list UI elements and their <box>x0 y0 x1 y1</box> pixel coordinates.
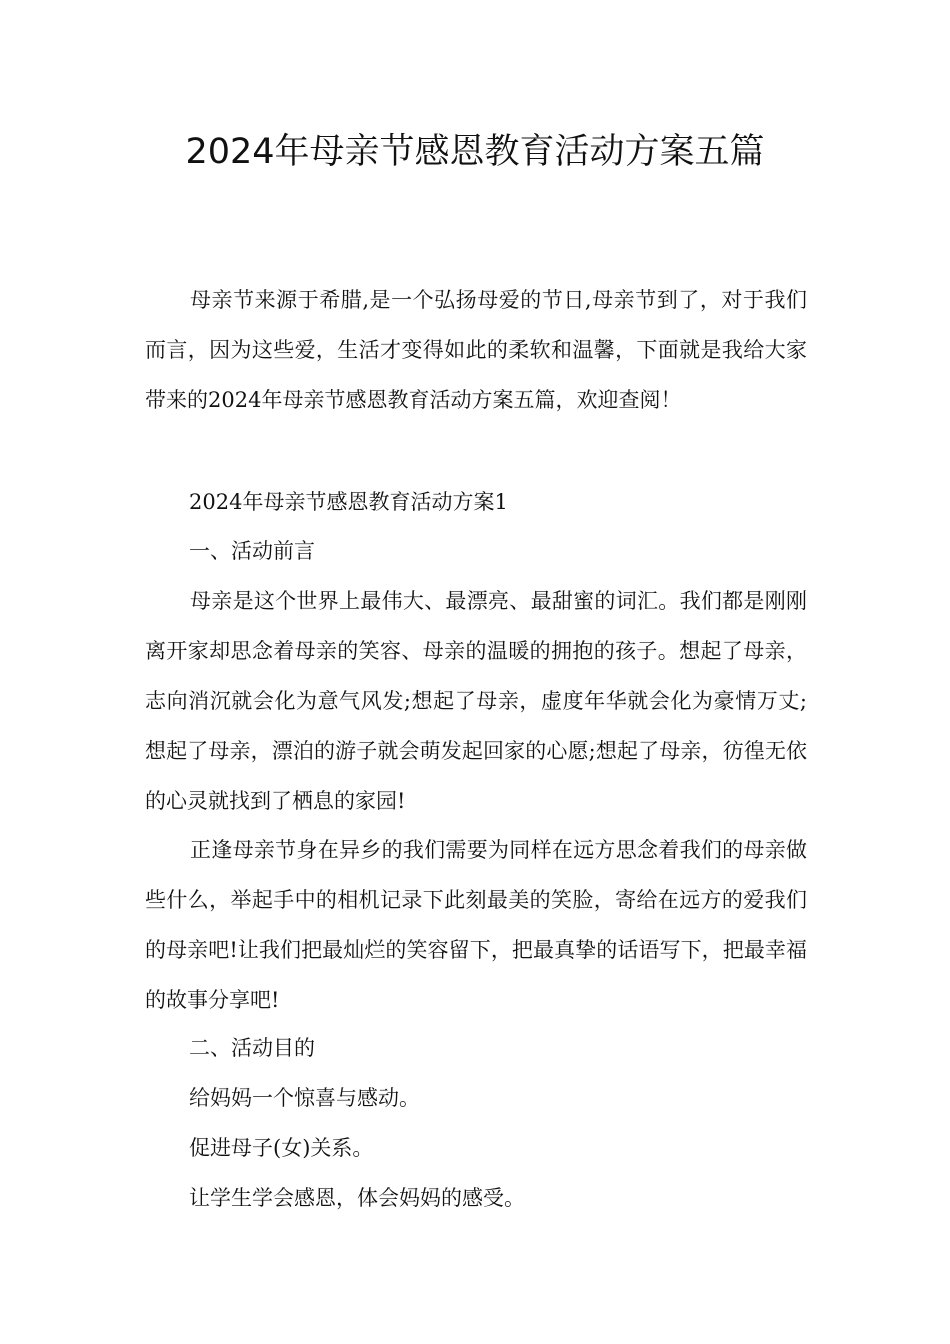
purpose-item-2: 促进母子(女)关系。 <box>189 1136 374 1160</box>
heading-purpose: 二、活动目的 <box>189 1036 315 1060</box>
section-title: 2024年母亲节感恩教育活动方案1 <box>189 490 508 514</box>
intro-paragraph: 母亲节来源于希腊,是一个弘扬母爱的节日,母亲节到了，对于我们而言，因为这些爱，生活才变得如此的柔软和温馨，下面就是我给大家带来的2024年母亲节感恩教育活动方案五篇，欢迎查阅！ <box>145 288 807 412</box>
purpose-item-1: 给妈妈一个惊喜与感动。 <box>189 1086 420 1110</box>
heading-preface: 一、活动前言 <box>189 539 315 563</box>
purpose-item-3: 让学生学会感恩，体会妈妈的感受。 <box>189 1186 525 1210</box>
preface-paragraph-1: 母亲是这个世界上最伟大、最漂亮、最甜蜜的词汇。我们都是刚刚离开家却思念着母亲的笑容、母亲的温暖的拥抱的孩子。想起了母亲，志向消沉就会化为意气风发;想起了母亲，虚度年华就会化为豪情万丈;想起了母亲，漂泊的游子就会萌发起回家的心愿;想起了母亲，彷徨无依的心灵就找到了栖息的家园! <box>145 589 807 813</box>
preface-paragraph-2: 正逢母亲节身在异乡的我们需要为同样在远方思念着我们的母亲做些什么，举起手中的相机记录下此刻最美的笑脸，寄给在远方的爱我们的母亲吧!让我们把最灿烂的笑容留下，把最真挚的话语写下，把最幸福的故事分享吧! <box>145 838 807 1012</box>
document-title: 2024年母亲节感恩教育活动方案五篇 <box>185 132 765 172</box>
